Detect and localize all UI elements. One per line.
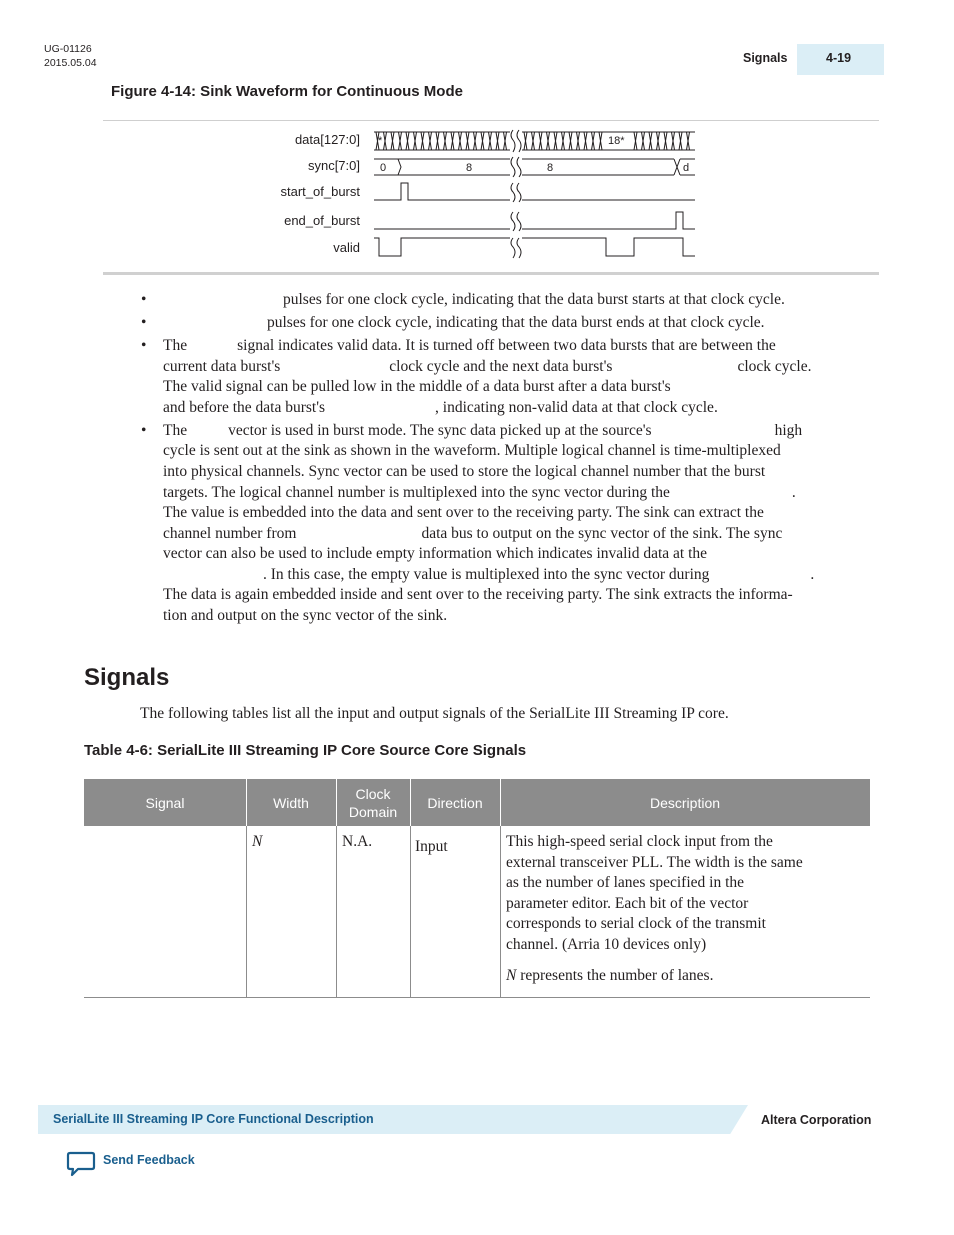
bullet-text: . bbox=[791, 483, 796, 501]
figure-bottom-rule bbox=[103, 272, 879, 275]
signal-label-end-of-burst: end_of_burst bbox=[284, 213, 360, 228]
column-divider bbox=[500, 826, 501, 997]
data-bus-transition bbox=[532, 132, 535, 150]
note-text: represents the number of lanes. bbox=[516, 966, 714, 984]
data-bus-transition bbox=[414, 132, 417, 150]
data-bus-transition bbox=[444, 132, 447, 150]
cell-width: N bbox=[252, 833, 263, 850]
header-section-name: Signals bbox=[743, 51, 788, 65]
sync-value-4: d bbox=[683, 162, 690, 174]
column-divider bbox=[410, 826, 411, 997]
bullet-text: pulses for one clock cycle, indicating that the data burst starts at that clock cycle. bbox=[283, 291, 785, 308]
data-bus-transition bbox=[562, 132, 565, 150]
description-line: This high-speed serial clock input from the bbox=[506, 833, 773, 850]
data-bus-transition bbox=[504, 132, 507, 150]
table-bottom-rule bbox=[84, 997, 870, 998]
header-page-number: 4-19 bbox=[826, 51, 852, 65]
cell-direction: Input bbox=[415, 838, 448, 855]
data-bus-transition bbox=[436, 132, 439, 150]
data-bus-transition bbox=[451, 132, 454, 150]
header-clock-domain: Clock Domain bbox=[348, 785, 398, 820]
note-variable: N bbox=[506, 966, 517, 984]
header-signal: Signal bbox=[145, 794, 185, 811]
footer-corporation: Altera Corporation bbox=[761, 1113, 872, 1127]
description-line: channel. (Arria 10 devices only) bbox=[506, 935, 707, 953]
bullet-text: and before the data burst's bbox=[163, 398, 326, 416]
data-bus-transition bbox=[489, 132, 492, 150]
bullet-text: clock cycle and the next data burst's bbox=[389, 357, 613, 375]
header-width: Width bbox=[273, 794, 309, 811]
data-bus-transition bbox=[391, 132, 394, 150]
bullet-text: cycle is sent out at the sink as shown in the waveform. Multiple logical channel is time-multiplexed bbox=[163, 442, 781, 460]
waveform-traces bbox=[270, 126, 710, 266]
valid-trace bbox=[374, 238, 695, 256]
data-bus-transition bbox=[634, 132, 637, 150]
header-description: Description bbox=[649, 794, 721, 811]
bullet-valid: • The signal indicates valid data. It is turned off between two data bursts that are between the current data burst's clock cycle and the next data burst's clock cycle. The valid signal can be pulled low in the middle of a data burst after a data burst's and before the data burst's , indicating non-valid data at that clock cycle. bbox=[141, 336, 812, 416]
data-bus-trace bbox=[374, 132, 695, 150]
data-bus-transition bbox=[569, 132, 572, 150]
section-intro: The following tables list all the input and output signals of the SerialLite III Streaming IP core. bbox=[140, 705, 729, 722]
data-bus-transition bbox=[584, 132, 587, 150]
data-bus-transition bbox=[474, 132, 477, 150]
bullet-sync: • The vector is used in burst mode. The sync data picked up at the source's high cycle is sent out at the sink as shown in the waveform. Multiple logical channel is time-multiplexed into physical channels. Sync vector can be used to store the logical channel number that the burst targets. The logical channel number is multiplexed into the sync vector during the . The value is embedded into the data and sent over to the receiving party. The sink can extract the channel number from data bus to output on the sync vector of the sink. The sync vector can also be used to include empty information which indicates invalid data at the . In this case, the empty value is multiplexed into the sync vector during . The data is again embedded inside and sent over to the receiving party. The sink extracts the informa- tion and output on the sync vector of the sink. bbox=[137, 421, 867, 627]
bullet-text: channel number from bbox=[163, 524, 297, 542]
bullet-text: pulses for one clock cycle, indicating that the data burst ends at that clock cycle. bbox=[267, 313, 765, 331]
data-bus-transition bbox=[429, 132, 432, 150]
signal-label-valid: valid bbox=[333, 240, 360, 255]
doc-date: 2015.05.04 bbox=[44, 57, 97, 69]
bullet-text: signal indicates valid data. It is turned off between two data bursts that are between the bbox=[237, 336, 776, 354]
header-direction: Direction bbox=[427, 794, 483, 811]
data-bus-transition bbox=[642, 132, 645, 150]
data-bus-transition bbox=[547, 132, 550, 150]
signal-label-sync: sync[7:0] bbox=[307, 158, 360, 173]
waveform-diagram bbox=[270, 126, 710, 266]
data-bus-transition bbox=[481, 132, 484, 150]
bullet-text: targets. The logical channel number is multiplexed into the sync vector during the bbox=[163, 483, 670, 501]
sync-bus-trace bbox=[374, 159, 695, 175]
figure-top-rule bbox=[103, 120, 879, 121]
data-bus-transition bbox=[406, 132, 409, 150]
sync-value-1: 0 bbox=[380, 162, 387, 174]
bullet-text: The bbox=[163, 421, 188, 439]
data-bus-transition bbox=[459, 132, 462, 150]
data-bus-transition bbox=[384, 132, 387, 150]
bullet-list bbox=[137, 290, 867, 629]
start-of-burst-trace bbox=[374, 183, 695, 200]
data-bus-transition bbox=[687, 132, 690, 150]
bullet-text: vector is used in burst mode. The sync data picked up at the source's bbox=[228, 421, 652, 439]
feedback-icon[interactable] bbox=[66, 1151, 96, 1177]
bullet-text: , indicating non-valid data at that clock cycle. bbox=[435, 398, 718, 416]
send-feedback-link[interactable]: Send Feedback bbox=[103, 1153, 195, 1167]
data-bus-transition bbox=[649, 132, 652, 150]
data-bus-transition bbox=[672, 132, 675, 150]
bullet-text: The bbox=[163, 336, 188, 354]
sync-value-2: 8 bbox=[466, 162, 473, 174]
data-bus-transition bbox=[679, 132, 682, 150]
data-bus-transition bbox=[524, 132, 527, 150]
data-value-2: 18* bbox=[608, 135, 625, 147]
bullet-text: current data burst's bbox=[163, 357, 281, 375]
description-line: parameter editor. Each bit of the vector bbox=[506, 894, 749, 912]
signal-label-start-of-burst: start_of_burst bbox=[280, 184, 360, 199]
column-divider bbox=[336, 826, 337, 997]
column-divider bbox=[246, 826, 247, 997]
bullet-text: . bbox=[810, 565, 815, 583]
bullet-text: data bus to output on the sync vector of the sink. The sync bbox=[421, 524, 783, 542]
doc-number: UG-01126 bbox=[44, 43, 92, 55]
description-line: as the number of lanes specified in the bbox=[506, 874, 745, 892]
data-bus-transition bbox=[577, 132, 580, 150]
bullet-text: vector can also be used to include empty information which indicates invalid data at the bbox=[163, 545, 708, 563]
bullet-text: The valid signal can be pulled low in the middle of a data burst after a data burst's bbox=[163, 378, 671, 396]
data-bus-transition bbox=[539, 132, 542, 150]
description-line: external transceiver PLL. The width is the same bbox=[506, 853, 803, 871]
bullet-text: clock cycle. bbox=[737, 357, 812, 375]
table-title: Table 4-6: SerialLite III Streaming IP Core Source Core Signals bbox=[84, 742, 527, 759]
sync-value-3: 8 bbox=[547, 162, 554, 174]
data-bus-transition bbox=[496, 132, 499, 150]
cell-description bbox=[506, 832, 866, 986]
bullet-text: high bbox=[774, 421, 803, 439]
signal-label-data: data[127:0] bbox=[294, 132, 360, 147]
figure-title: Figure 4-14: Sink Waveform for Continuous Mode bbox=[111, 83, 463, 100]
data-bus-transition bbox=[399, 132, 402, 150]
bullet-text: into physical channels. Sync vector can be used to store the logical channel number that the burst bbox=[163, 462, 766, 480]
cell-clock-domain: N.A. bbox=[342, 833, 373, 850]
data-value-1: * bbox=[378, 135, 383, 147]
bullet-text: The value is embedded into the data and sent over to the receiving party. The sink can extract the bbox=[163, 504, 764, 522]
data-bus-transition bbox=[592, 132, 595, 150]
section-title: Signals bbox=[84, 664, 170, 691]
description-note bbox=[506, 966, 866, 987]
end-of-burst-trace bbox=[374, 212, 695, 229]
data-bus-transition bbox=[664, 132, 667, 150]
bullet-text: The data is again embedded inside and sent over to the receiving party. The sink extracts the informa- bbox=[163, 586, 793, 604]
footer-chapter-title[interactable]: SerialLite III Streaming IP Core Functional Description bbox=[53, 1112, 374, 1126]
bullet-text: tion and output on the sync vector of the sink. bbox=[163, 607, 448, 625]
description-line: corresponds to serial clock of the transmit bbox=[506, 915, 766, 933]
bullet-end-of-burst: • pulses for one clock cycle, indicating that the data burst ends at that clock cycle. bbox=[141, 313, 765, 331]
data-bus-transition bbox=[657, 132, 660, 150]
bullet-text: . In this case, the empty value is multiplexed into the sync vector during bbox=[263, 565, 710, 583]
document-id bbox=[44, 42, 97, 70]
data-bus-transition bbox=[599, 132, 602, 150]
data-bus-transition bbox=[554, 132, 557, 150]
data-bus-transition bbox=[421, 132, 424, 150]
bullet-start-of-burst: • pulses for one clock cycle, indicating that the data burst starts at that clock cycle. bbox=[141, 291, 785, 308]
data-bus-transition bbox=[466, 132, 469, 150]
